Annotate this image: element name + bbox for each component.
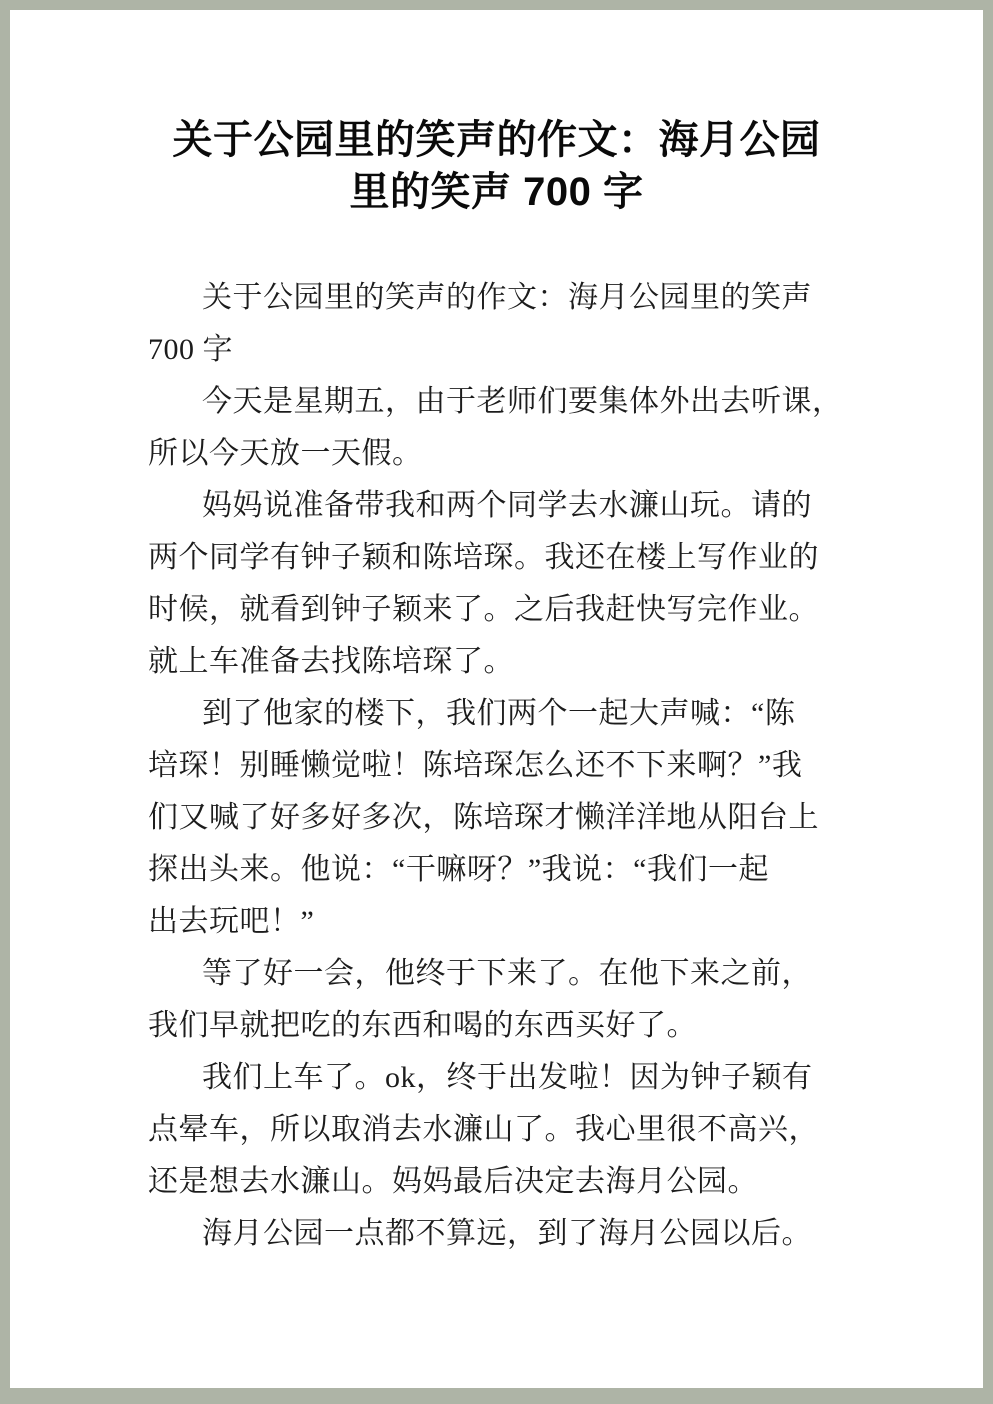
document-page (10, 10, 983, 1388)
text-line: 探出头来。他说：“干嘛呀？”我说：“我们一起 (148, 853, 769, 886)
document-body (148, 272, 843, 1260)
title-line: 里的笑声 700 字 (349, 170, 644, 214)
text-line: 我们早就把吃的东西和喝的东西买好了。 (148, 1009, 697, 1042)
text-line: 点晕车，所以取消去水濂山了。我心里很不高兴， (148, 1113, 819, 1146)
text-line: 出去玩吧！” (148, 905, 315, 938)
text-line: 所以今天放一天假。 (148, 437, 423, 470)
paragraph (148, 1052, 838, 1208)
text-line: 700 字 (148, 333, 233, 366)
text-line: 海月公园一点都不算远，到了海月公园以后。 (202, 1217, 812, 1250)
text-line: 我们上车了。ok，终于出发啦！因为钟子颖有 (202, 1061, 813, 1094)
text-line: 们又喊了好多好多次，陈培琛才懒洋洋地从阳台上 (148, 801, 819, 834)
text-line: 等了好一会，他终于下来了。在他下来之前， (202, 957, 812, 990)
text-line: 妈妈说准备带我和两个同学去水濂山玩。请的 (202, 489, 812, 522)
document-title (10, 114, 983, 218)
text-line: 到了他家的楼下，我们两个一起大声喊：“陈 (202, 697, 796, 730)
text-line: 培琛！别睡懒觉啦！陈培琛怎么还不下来啊？”我 (148, 749, 803, 782)
paragraph (148, 272, 838, 376)
text-line: 时候，就看到钟子颖来了。之后我赶快写完作业。 (148, 593, 819, 626)
title-line: 关于公园里的笑声的作文：海月公园 (172, 118, 821, 162)
text-line: 今天是星期五，由于老师们要集体外出去听课， (202, 385, 843, 418)
paragraph (148, 1208, 838, 1260)
paragraph (148, 948, 838, 1052)
text-line: 就上车准备去找陈培琛了。 (148, 645, 514, 678)
paragraph (148, 688, 838, 948)
text-line: 还是想去水濂山。妈妈最后决定去海月公园。 (148, 1165, 758, 1198)
text-line: 关于公园里的笑声的作文：海月公园里的笑声 (202, 281, 812, 314)
text-line: 两个同学有钟子颖和陈培琛。我还在楼上写作业的 (148, 541, 819, 574)
paragraph (148, 480, 838, 688)
paragraph (148, 376, 843, 480)
